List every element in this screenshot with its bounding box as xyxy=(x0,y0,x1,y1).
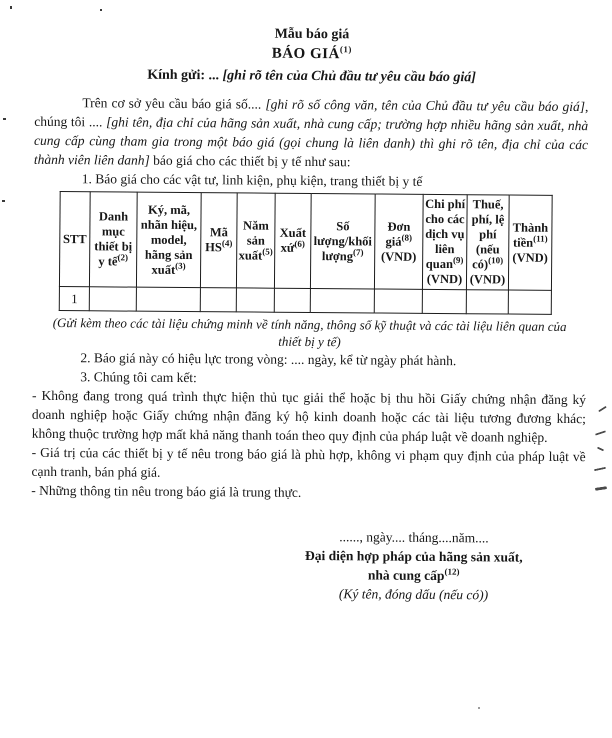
intro-placeholder-2: [ghi tên, địa chỉ của hãng sản xuất, nhà cung cấp; trường hợp nhiều hãng sản xuất, nhà cung cấp cùng tham gia trong một báo giá (gọi chung là liên danh) thì ghi rõ tên, địa chỉ của các thành viên liên danh] xyxy=(33,114,589,168)
scan-speck xyxy=(3,118,6,120)
footnote-ref-4: (4) xyxy=(221,238,233,249)
col-header-nam-san-xuat: Năm sản xuất$^{(5)}$ xyxy=(236,193,275,288)
section-2-heading: 2. Báo giá này có hiệu lực trong vòng: .... ngày, kể từ ngày phát hành. xyxy=(80,350,457,369)
footnote-ref-11: (11) xyxy=(533,233,548,244)
col-header-don-gia: Đơn giá$^{(8)}$ (VND) xyxy=(374,194,423,289)
table-header-row xyxy=(59,192,552,291)
salutation-prefix: Kính gửi: ... xyxy=(147,67,223,84)
table-attachment-note: (Gửi kèm theo các tài liệu chứng minh về tính năng, thông số kỹ thuật và các tài liệu liên quan của thiết bị y tế) xyxy=(52,314,567,350)
cell-thue-phi xyxy=(466,290,508,314)
col-header-xuat-xu: Xuất xứ$^{(6)}$ xyxy=(274,193,311,288)
footnote-ref-7: (7) xyxy=(352,246,364,257)
scan-pen-mark xyxy=(598,406,607,412)
scan-pen-mark xyxy=(594,467,606,471)
document-body xyxy=(30,24,589,605)
signature-role-line-2: nhà cung cấp$^{(12)}$ xyxy=(367,566,460,584)
table-row xyxy=(59,287,551,315)
cell-danh-muc xyxy=(89,287,136,311)
footnote-ref-10: (10) xyxy=(488,255,504,266)
footnote-ref-3: (3) xyxy=(175,260,186,271)
section-3-heading: 3. Chúng tôi cam kết: xyxy=(80,369,197,386)
footnote-ref-2: (2) xyxy=(117,252,129,263)
scan-speck xyxy=(10,6,12,9)
commitment-item-1: - Không đang trong quá trình thực hiện thủ tục giải thể hoặc bị thu hồi Giấy chứng nhận đăng ký doanh nghiệp hoặc Giấy chứng nhận đăng ký hộ kinh doanh hoặc các tài liệu tương đương khác; không thuộc trường hợp mất khả năng thanh toán theo quy định của pháp luật về doanh nghiệp. xyxy=(31,387,587,445)
signature-date-line: ......, ngày.... tháng....năm.... xyxy=(339,529,489,546)
col-header-ky-ma: Ký, mã, nhãn hiệu, model, hãng sản xuất$^{(3)}$ xyxy=(136,192,201,287)
intro-placeholder-1: [ghi rõ số công văn, tên của Chủ đầu tư yêu cầu báo giá] xyxy=(265,96,586,115)
intro-paragraph xyxy=(34,93,589,173)
document-title-text: BÁO GIÁ xyxy=(271,45,340,63)
footnote-ref-1: (1) xyxy=(339,44,352,55)
scan-pen-mark xyxy=(597,447,604,452)
cell-so-luong xyxy=(310,288,374,313)
intro-seg5: báo giá cho các thiết bị y tế như sau: xyxy=(149,152,351,170)
col-header-thanh-tien: Thành tiền$^{(11)}$ (VND) xyxy=(508,195,552,290)
col-header-stt: STT xyxy=(59,192,90,287)
scan-speck xyxy=(100,9,102,11)
cell-chi-phi xyxy=(422,289,466,313)
footnote-ref-5: (5) xyxy=(262,245,273,257)
scan-speck xyxy=(2,200,5,202)
scan-pen-mark xyxy=(595,486,607,491)
title-block xyxy=(35,24,589,88)
col-header-chi-phi-dich-vu: Chi phí cho các dịch vụ liên quan$^{(9)}$ (VND) xyxy=(422,194,467,289)
cell-ma-hs xyxy=(200,288,236,312)
scan-speck xyxy=(478,707,480,709)
col-header-so-luong: Số lượng/khối lượng$^{(7)}$ xyxy=(310,193,375,288)
col-header-ma-hs: Mã HS$^{(4)}$ xyxy=(200,193,237,288)
signature-block xyxy=(246,527,581,606)
cell-ky-ma xyxy=(136,287,200,312)
signature-role-line-1: Đại diện hợp pháp của hãng sản xuất, xyxy=(305,547,523,565)
cell-xuat-xu xyxy=(274,288,310,312)
salutation-placeholder: [ghi rõ tên của Chủ đầu tư yêu cầu báo giá] xyxy=(222,68,477,86)
cell-stt: 1 xyxy=(59,287,89,311)
intro-seg3: , chúng tôi .... xyxy=(34,99,589,130)
salutation-line xyxy=(35,65,589,88)
intro-seg1: Trên cơ sở yêu cầu báo giá số.... xyxy=(82,95,266,112)
cell-thanh-tien xyxy=(508,290,551,314)
document-title xyxy=(35,43,589,66)
quotation-table xyxy=(59,191,553,315)
footnote-ref-12: (12) xyxy=(444,566,460,577)
footnote-ref-9: (9) xyxy=(452,254,464,266)
footnote-ref-8: (8) xyxy=(401,232,413,243)
commitment-item-3: - Những thông tin nêu trong báo giá là trung thực. xyxy=(31,482,302,500)
commitment-item-2: - Giá trị của các thiết bị y tế nêu trong báo giá là phù hợp, không vi phạm quy định của pháp luật về cạnh tranh, bán phá giá. xyxy=(31,444,586,480)
form-label: Mẫu báo giá xyxy=(274,26,350,43)
cell-don-gia xyxy=(374,289,422,313)
cell-nam-san-xuat xyxy=(236,288,274,312)
col-header-thue-phi: Thuế, phí, lệ phí (nếu có)$^{(10)}$ (VND) xyxy=(466,195,509,290)
scan-pen-mark xyxy=(595,430,606,435)
footnote-ref-6: (6) xyxy=(294,238,305,249)
section-1-heading: 1. Báo giá cho các vật tư, linh kiện, phụ kiện, trang thiết bị y tế xyxy=(81,171,423,189)
col-header-danh-muc: Danh mục thiết bị y tế$^{(2)}$ xyxy=(89,192,137,287)
signature-instruction: (Ký tên, đóng dấu (nếu có)) xyxy=(338,586,489,603)
